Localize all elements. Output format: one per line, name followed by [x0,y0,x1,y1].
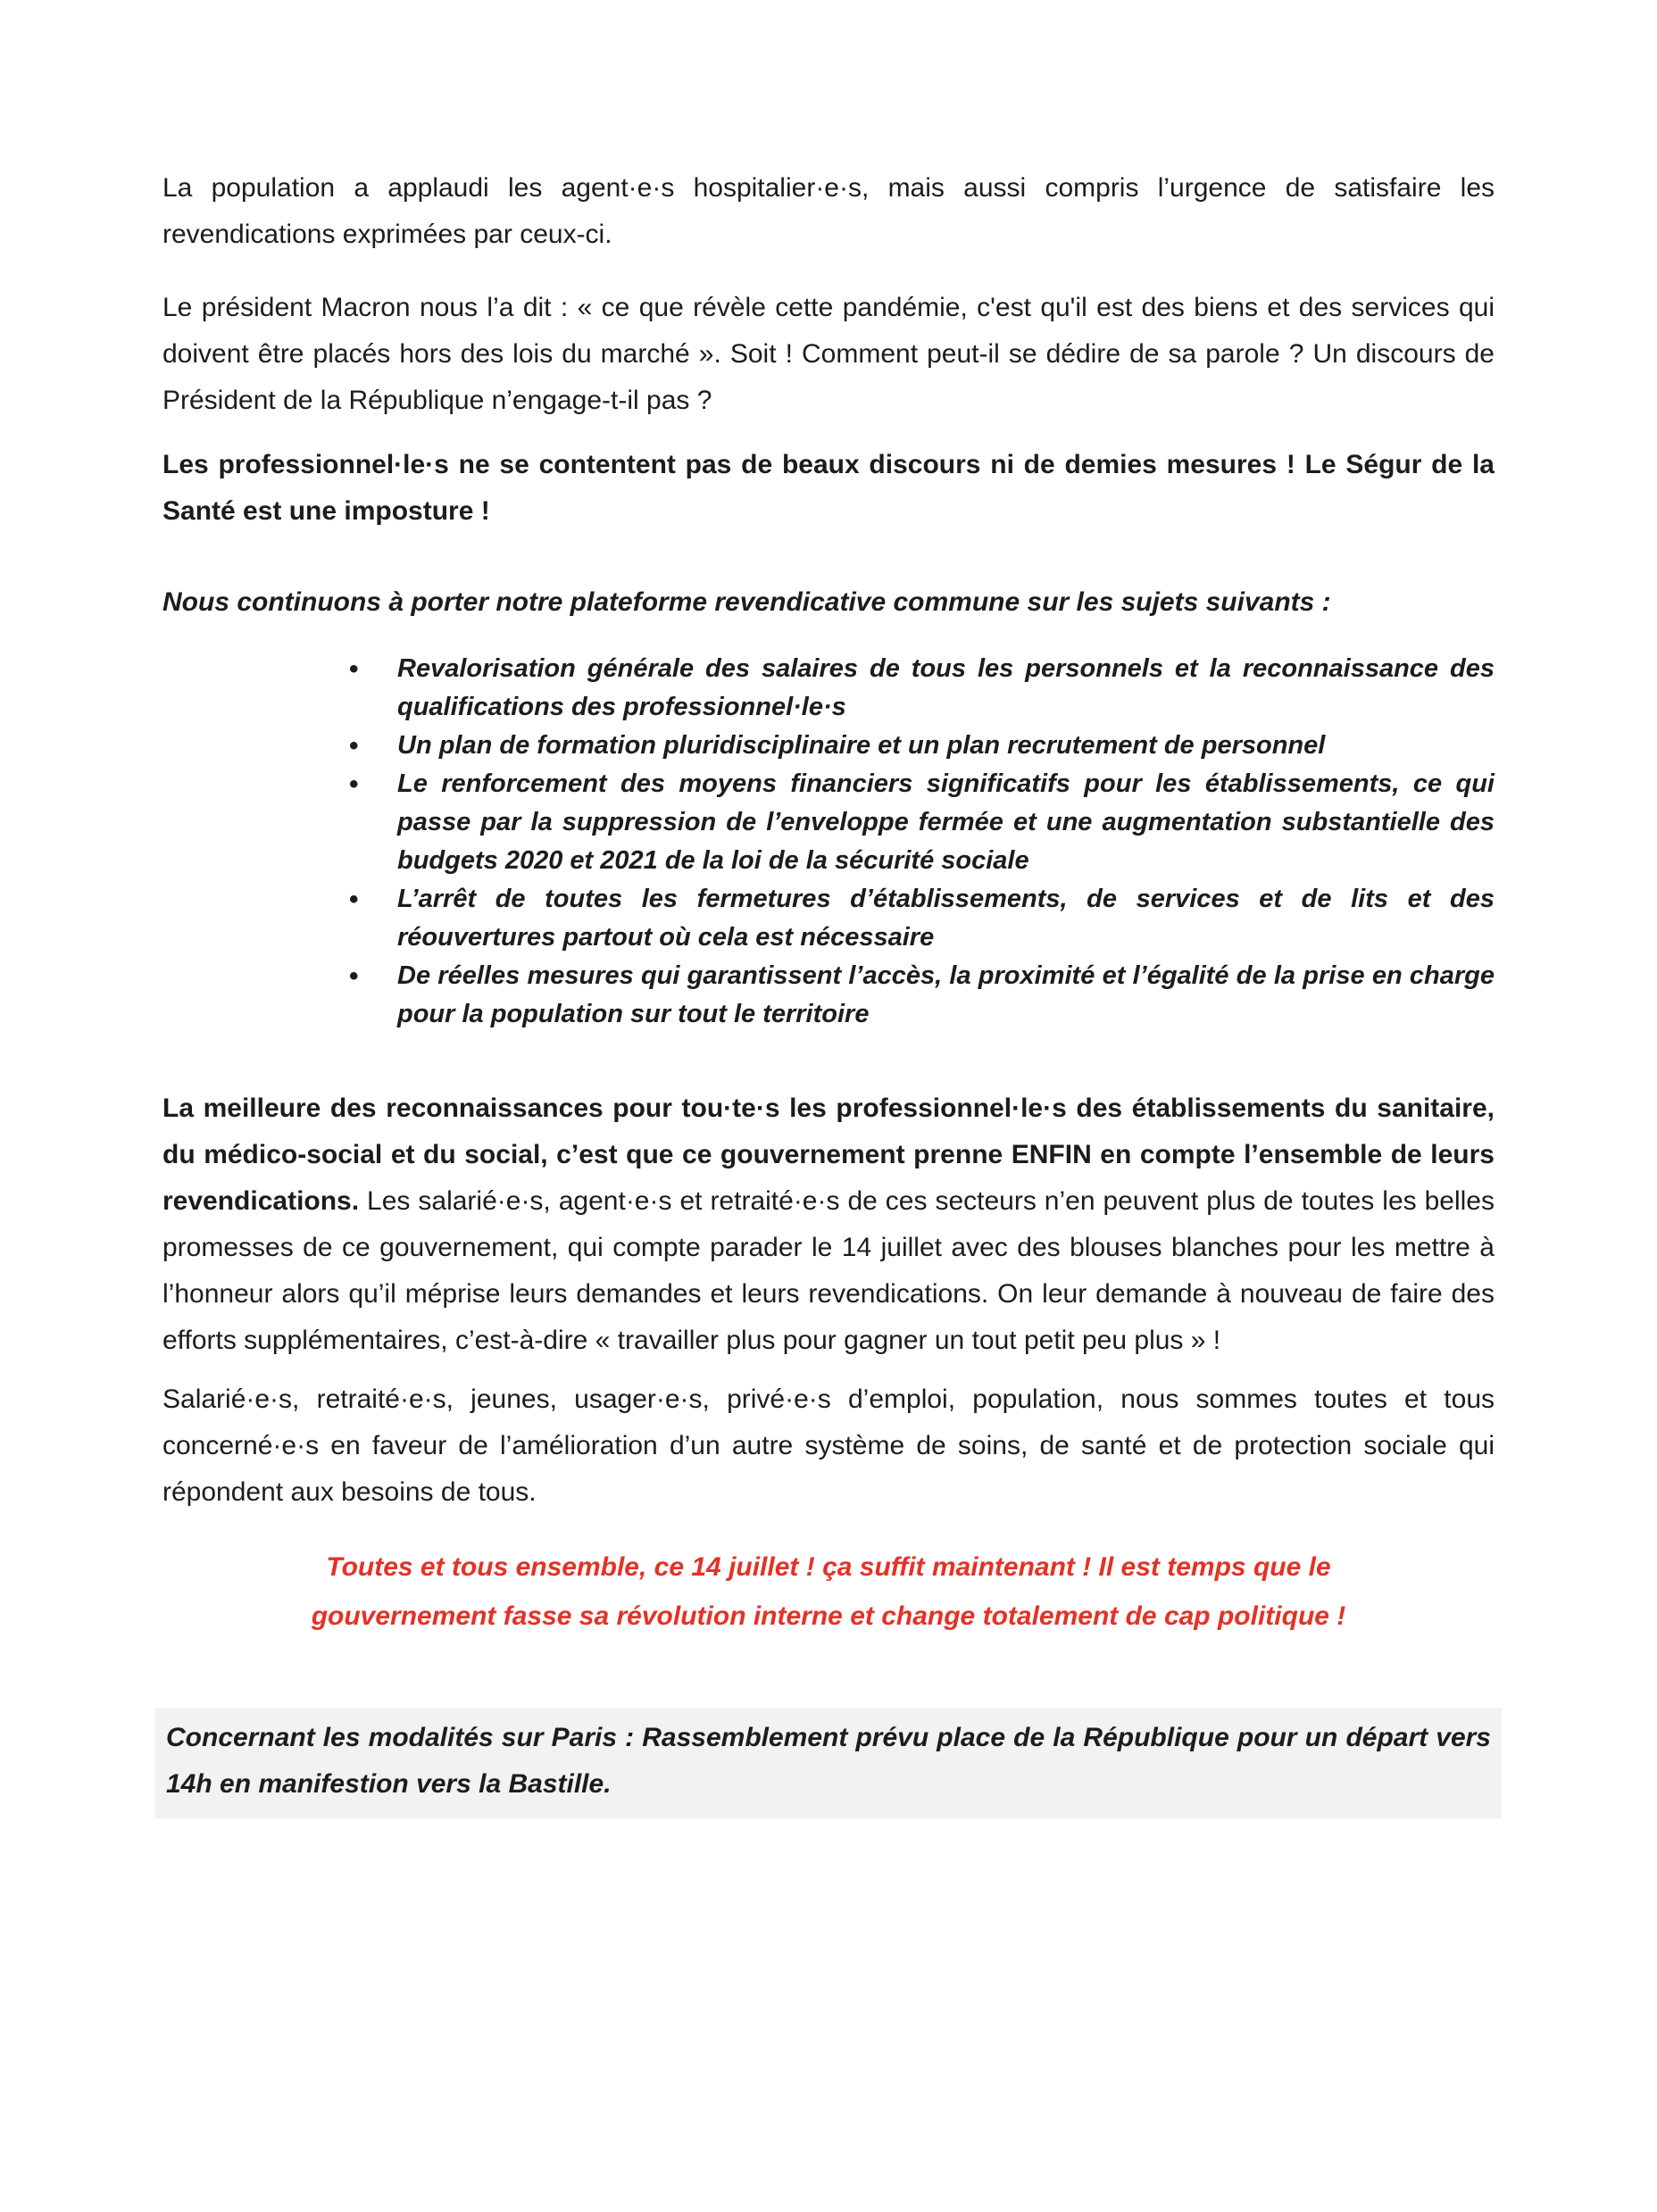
demand-item: • De réelles mesures qui garantissent l’accès, la proximité et l’égalité de la prise en charge pour la population sur tout le territoire [397,957,1495,1034]
demand-item: • Le renforcement des moyens financiers significatifs pour les établissements, ce qui passe par la suppression de l’enveloppe fermée et une augmentation substantielle des budgets 2020 et 2021 de la loi de la sécurité sociale [397,765,1495,880]
paragraph-macron-quote: Le président Macron nous l’a dit : « ce que révèle cette pandémie, c'est qu'il est des biens et des services qui doivent être placés hors des lois du marché ». Soit ! Comment peut-il se dédire de sa parole ? Un discours de Président de la République n’engage-t-il pas ? [162,293,1495,415]
callout-line-2: gouvernement fasse sa révolution interne et change totalement de cap politique ! [311,1601,1346,1631]
paragraph-platform-intro: Nous continuons à porter notre plateforme revendicative commune sur les sujets suivants : [162,587,1331,617]
callout-line-1: Toutes et tous ensemble, ce 14 juillet ! ça suffit maintenant ! Il est temps que le [326,1552,1331,1582]
recognition-bold-lead: La meilleure des reconnaissances pour tou·te·s les professionnel·le·s des établissements du sanitaire, du médico-social et du social, c’est que ce gouvernement prenne ENFIN en compte l’ensemble de leurs revendications. [162,1094,1495,1216]
paragraph-paris-logistics: Concernant les modalités sur Paris : Rassemblement prévu place de la République pour un départ vers 14h en manifestion vers la Bastille. [155,1708,1502,1818]
demand-item: • Un plan de formation pluridisciplinaire et un plan recrutement de personnel [397,727,1495,765]
callout-14-juillet [162,1543,1495,1641]
demand-item: • L’arrêt de toutes les fermetures d’établissements, de services et de lits et des réouvertures partout où cela est nécessaire [397,880,1495,957]
demand-item: • Revalorisation générale des salaires de tous les personnels et la reconnaissance des qualifications des professionnel·le·s [397,650,1495,727]
paragraph-applause: La population a applaudi les agent·e·s hospitalier·e·s, mais aussi compris l’urgence de satisfaire les revendications exprimées par ceux-ci. [162,173,1495,249]
paragraph-concerned: Salarié·e·s, retraité·e·s, jeunes, usager·e·s, privé·e·s d’emploi, population, nous sommes toutes et tous concerné·e·s en faveur de l’amélioration d’un autre système de soins, de santé et de protection sociale qui répondent aux besoins de tous. [162,1385,1495,1507]
recognition-rest: Les salarié·e·s, agent·e·s et retraité·e·s de ces secteurs n’en peuvent plus de toutes les belles promesses de ce gouvernement, qui compte parader le 14 juillet avec des blouses blanches pour les mettre à l’honneur alors qu’il méprise leurs demandes et leurs revendications. On leur demande à nouveau de faire des efforts supplémentaires, c’est-à-dire « travailler plus pour gagner un tout petit peu plus » ! [162,1186,1495,1355]
paragraph-recognition [162,1085,1495,1364]
demands-list [162,650,1495,1034]
paragraph-segur-imposture: Les professionnel·le·s ne se contentent pas de beaux discours ni de demies mesures ! Le Ségur de la Santé est une imposture ! [162,450,1495,526]
